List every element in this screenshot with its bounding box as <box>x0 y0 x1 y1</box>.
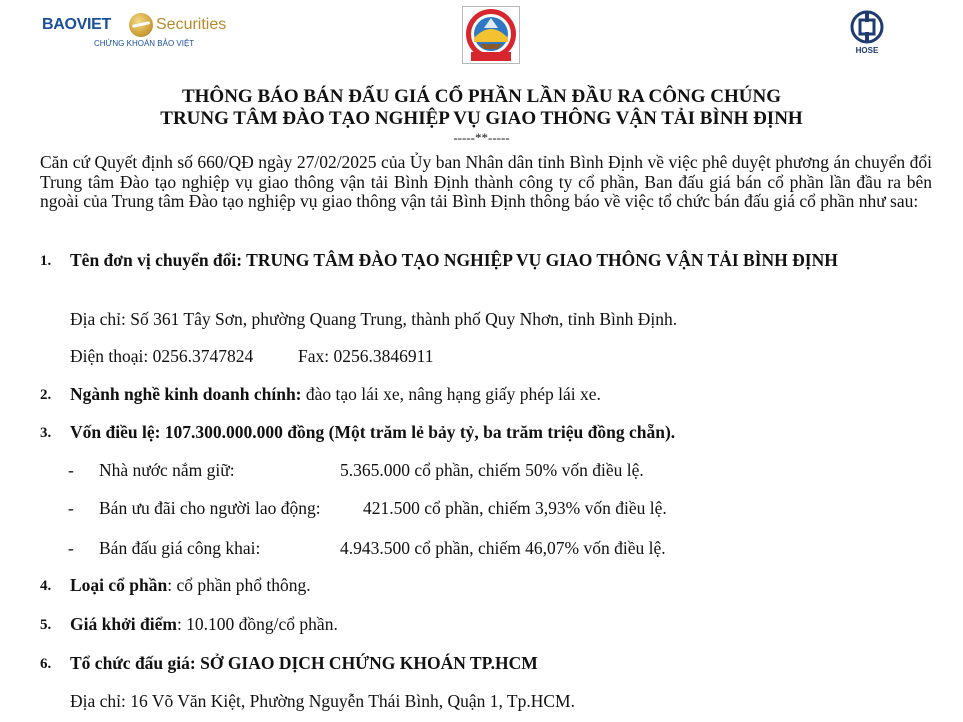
section-4-value: : cổ phần phổ thông. <box>167 575 311 595</box>
section-6-address: Địa chỉ: 16 Võ Văn Kiệt, Phường Nguyễn Thái Bình, Quận 1, Tp.HCM. <box>70 691 575 711</box>
intro-paragraph: Căn cứ Quyết định số 660/QĐ ngày 27/02/2025 của Ủy ban Nhân dân tỉnh Bình Định về việc phê duyệt phương án chuyển đổi Trung tâm Đào tạo nghiệp vụ giao thông vận tải Bình Định thành công ty cổ phần, Ban đấu giá bán cổ phần lần đầu ra bên ngoài của Trung tâm Đào tạo nghiệp vụ giao thông vận tải Bình Định thông báo về việc tổ chức bán đấu giá cổ phần như sau: <box>40 152 932 211</box>
list-item-label: Bán ưu đãi cho người lao động: <box>99 498 321 518</box>
section-1-label: Tên đơn vị chuyển đổi <box>70 250 237 270</box>
section-6-auction-organizer: Tổ chức đấu giá: SỞ GIAO DỊCH CHỨNG KHOÁN TP.HCM <box>70 653 538 673</box>
notice-subtitle: TRUNG TÂM ĐÀO TẠO NGHIỆP VỤ GIAO THÔNG VẬN TẢI BÌNH ĐỊNH <box>160 108 803 129</box>
section-number: 1. <box>40 253 52 269</box>
section-1-fax: Fax: 0256.3846911 <box>298 346 434 366</box>
section-number: 6. <box>40 656 52 672</box>
section-number: 5. <box>40 617 52 633</box>
section-5-label: Giá khởi điểm <box>70 614 177 634</box>
section-2-value: đào tạo lái xe, nâng hạng giấy phép lái xe. <box>301 384 601 404</box>
section-1-address: Địa chỉ: Số 361 Tây Sơn, phường Quang Trung, thành phố Quy Nhơn, tỉnh Bình Định. <box>70 309 678 329</box>
list-item-label: Bán đấu giá công khai: <box>99 538 261 558</box>
binh-dinh-emblem <box>462 6 520 64</box>
list-item-value: 4.943.500 cổ phần, chiếm 46,07% vốn điều lệ. <box>340 538 666 558</box>
hose-emblem-icon <box>846 10 888 44</box>
list-dash: - <box>68 460 74 480</box>
section-4-label: Loại cổ phần <box>70 575 168 595</box>
title-separator: -----**----- <box>453 130 510 145</box>
baoviet-securities-logo <box>42 12 242 52</box>
section-2-label: Ngành nghề kinh doanh chính: <box>70 384 302 404</box>
section-number: 4. <box>40 578 52 594</box>
section-number: 2. <box>40 387 52 403</box>
list-item-label: Nhà nước nắm giữ: <box>99 460 235 480</box>
baoviet-subtitle: CHỨNG KHOÁN BẢO VIỆT <box>94 39 195 48</box>
section-1-value: : TRUNG TÂM ĐÀO TẠO NGHIỆP VỤ GIAO THÔNG VẬN TẢI BÌNH ĐỊNH <box>236 250 838 270</box>
section-4-text <box>70 575 311 595</box>
section-2-text <box>70 384 601 404</box>
baoviet-wordmark: BAOVIET <box>42 16 112 33</box>
list-dash: - <box>68 498 74 518</box>
section-5-text <box>70 614 338 634</box>
section-1-heading <box>70 250 932 270</box>
baoviet-globe-icon <box>129 13 153 37</box>
section-number: 3. <box>40 425 52 441</box>
list-dash: - <box>68 538 74 558</box>
securities-wordmark: Securities <box>156 16 227 33</box>
section-3-charter-capital: Vốn điều lệ: 107.300.000.000 đồng (Một trăm lẻ bảy tỷ, ba trăm triệu đồng chẵn). <box>70 422 676 442</box>
list-item-value: 5.365.000 cổ phần, chiếm 50% vốn điều lệ. <box>340 460 644 480</box>
hose-logo <box>846 10 888 58</box>
notice-title: THÔNG BÁO BÁN ĐẤU GIÁ CỔ PHẦN LẦN ĐẦU RA CÔNG CHÚNG <box>181 86 782 107</box>
section-1-phone: Điện thoại: 0256.3747824 <box>70 346 254 366</box>
hose-label: HOSE <box>855 46 879 55</box>
section-5-value: : 10.100 đồng/cổ phần. <box>176 614 338 634</box>
list-item-value: 421.500 cổ phần, chiếm 3,93% vốn điều lệ. <box>363 498 667 518</box>
